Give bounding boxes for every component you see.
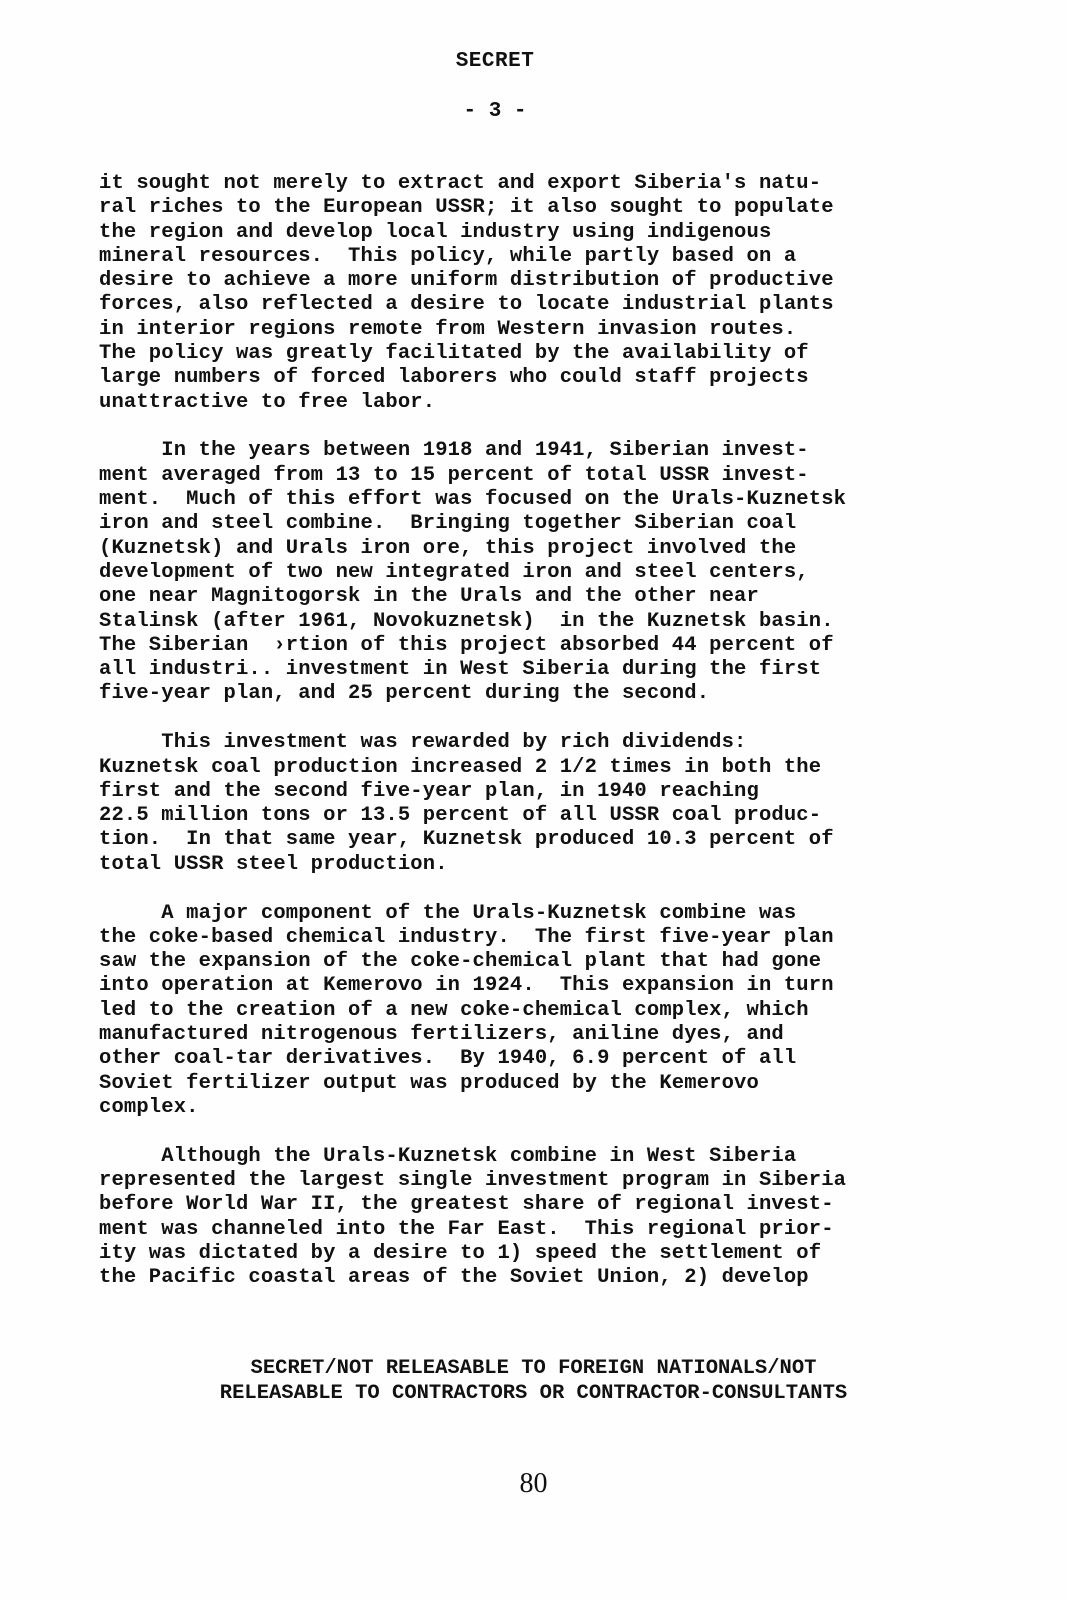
text-line: into operation at Kemerovo in 1924. This expansion in turn (99, 974, 834, 998)
text-line: This investment was rewarded by rich dividends: (99, 731, 747, 755)
text-line: total USSR steel production. (99, 852, 448, 876)
text-line: ment was channeled into the Far East. This regional prior- (99, 1217, 834, 1241)
paragraph (99, 1145, 979, 1291)
text-line: complex. (99, 1095, 199, 1119)
text-line: ment. Much of this effort was focused on the Urals-Kuznetsk (99, 488, 847, 512)
text-line: tion. In that same year, Kuznetsk produced 10.3 percent of (99, 828, 834, 852)
text-line: saw the expansion of the coke-chemical plant that had gone (99, 950, 822, 974)
paragraph (99, 439, 979, 706)
text-line: desire to achieve a more uniform distribution of productive (99, 269, 834, 293)
text-line: unattractive to free labor. (99, 390, 436, 414)
text-line: ity was dictated by a desire to 1) speed the settlement of (99, 1241, 822, 1265)
classification-line: RELEASABLE TO CONTRACTORS OR CONTRACTOR-CONSULTANTS (219, 1382, 848, 1405)
text-line: five-year plan, and 25 percent during the second. (99, 682, 710, 706)
text-line: iron and steel combine. Bringing together Siberian coal (99, 512, 797, 536)
text-line: in interior regions remote from Western invasion routes. (99, 317, 797, 341)
text-line: development of two new integrated iron and steel centers, (99, 560, 809, 584)
text-line: it sought not merely to extract and export Siberia's natu- (99, 172, 822, 195)
bottom-classification-marking (0, 1356, 1067, 1406)
text-line: In the years between 1918 and 1941, Siberian invest- (99, 439, 809, 463)
text-line: The policy was greatly facilitated by the availability of (99, 342, 809, 366)
text-line: Although the Urals-Kuznetsk combine in West Siberia (99, 1144, 797, 1168)
paragraph (99, 731, 979, 877)
text-line: led to the creation of a new coke-chemical complex, which (99, 998, 809, 1022)
text-line: first and the second five-year plan, in 1940 reaching (99, 779, 759, 803)
text-line: manufactured nitrogenous fertilizers, aniline dyes, and (99, 1023, 784, 1046)
text-line: the Pacific coastal areas of the Soviet Union, 2) develop (99, 1266, 809, 1290)
text-line: (Kuznetsk) and Urals iron ore, this project involved the (99, 536, 797, 560)
page-number: 80 (519, 1468, 548, 1499)
text-line: Kuznetsk coal production increased 2 1/2 times in both the (99, 755, 822, 779)
text-line: before World War II, the greatest share of regional invest- (99, 1193, 834, 1217)
text-line: forces, also reflected a desire to locate industrial plants (99, 293, 834, 317)
text-line: one near Magnitogorsk in the Urals and the other near (99, 585, 759, 609)
text-line: the coke-based chemical industry. The first five-year plan (99, 925, 834, 949)
text-line: mineral resources. This policy, while partly based on a (99, 244, 797, 268)
text-line: large numbers of forced laborers who could staff projects (99, 366, 809, 390)
document-body (99, 172, 979, 1315)
top-classification-marking: SECRET (455, 50, 535, 73)
text-line: represented the largest single investment program in Siberia (99, 1168, 847, 1192)
text-line: other coal-tar derivatives. By 1940, 6.9 percent of all (99, 1047, 797, 1071)
text-line: ment averaged from 13 to 15 percent of total USSR invest- (99, 463, 809, 487)
paragraph (99, 172, 979, 415)
text-line: all industri.. investment in West Siberia during the first (99, 658, 822, 682)
text-line: Soviet fertilizer output was produced by the Kemerovo (99, 1071, 759, 1095)
text-line: ral riches to the European USSR; it also sought to populate (99, 196, 834, 220)
page-marker: - 3 - (463, 100, 527, 123)
text-line: The Siberian ›rtion of this project absorbed 44 percent of (99, 633, 834, 657)
text-line: A major component of the Urals-Kuznetsk combine was (99, 901, 797, 925)
text-line: the region and develop local industry using indigenous (99, 220, 772, 244)
classification-line: SECRET/NOT RELEASABLE TO FOREIGN NATIONALS/NOT (250, 1357, 817, 1380)
text-line: 22.5 million tons or 13.5 percent of all USSR coal produc- (99, 804, 822, 828)
text-line: Stalinsk (after 1961, Novokuznetsk) in the Kuznetsk basin. (99, 609, 834, 633)
paragraph (99, 902, 979, 1121)
